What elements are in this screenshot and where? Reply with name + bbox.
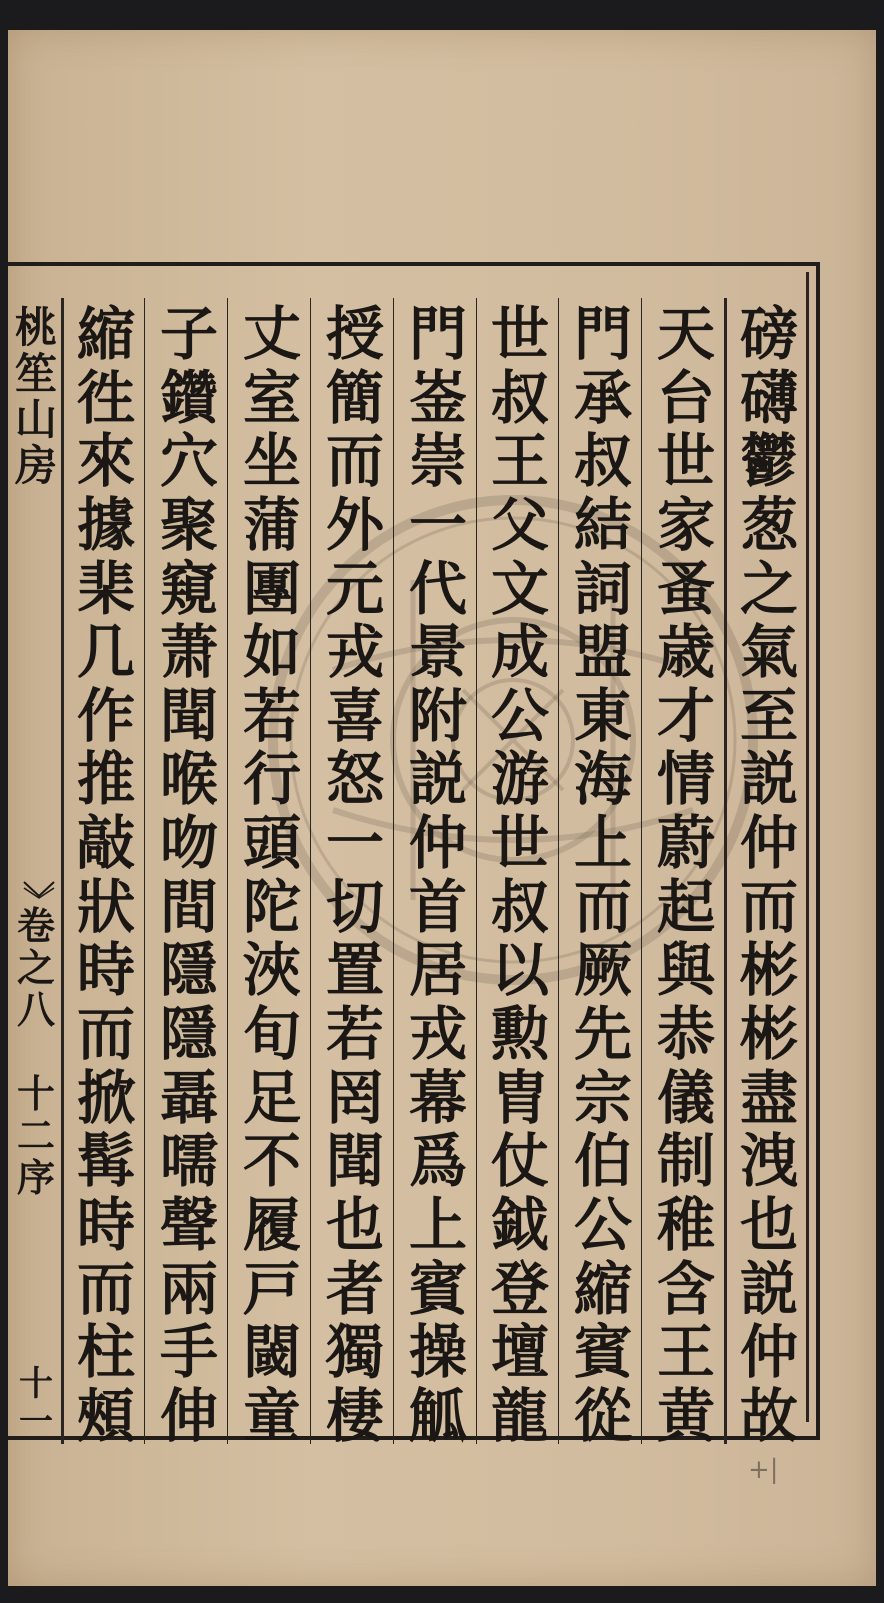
- text-character: 置: [325, 936, 384, 1005]
- text-character: 賓: [573, 1318, 632, 1387]
- text-character: 時: [76, 1190, 135, 1259]
- text-character: 首: [408, 872, 467, 941]
- text-character: 伸: [159, 1381, 218, 1450]
- text-character: 以: [490, 936, 549, 1005]
- text-character: 上: [408, 1190, 467, 1259]
- text-character: 伯: [573, 1127, 632, 1196]
- text-character: 嚅: [159, 1127, 218, 1196]
- text-column-9: [66, 300, 146, 1450]
- text-character: 爲: [408, 1127, 467, 1196]
- text-character: 氣: [739, 618, 798, 687]
- text-character: 元: [325, 554, 384, 623]
- text-character: 先: [573, 1000, 632, 1069]
- text-character: 狀: [76, 872, 135, 941]
- text-character: 頰: [76, 1381, 135, 1450]
- text-character: 胄: [490, 1063, 549, 1132]
- text-character: 隱: [159, 1000, 218, 1069]
- text-character: 儀: [656, 1063, 715, 1132]
- text-character: 操: [408, 1318, 467, 1387]
- margin-character: 之: [16, 945, 55, 990]
- text-character: 柱: [76, 1318, 135, 1387]
- text-character: 室: [242, 363, 301, 432]
- text-character: 團: [242, 554, 301, 623]
- text-column-7: [232, 300, 312, 1450]
- text-character: 文: [490, 554, 549, 623]
- text-character: 叔: [573, 427, 632, 496]
- text-character: 説: [739, 1254, 798, 1323]
- text-character: 鑽: [159, 363, 218, 432]
- text-character: 宗: [573, 1063, 632, 1132]
- text-character: 仲: [408, 809, 467, 878]
- text-character: 制: [656, 1127, 715, 1196]
- margin-character: 十: [16, 1071, 55, 1116]
- text-character: 聞: [325, 1127, 384, 1196]
- text-character: 居: [408, 936, 467, 1005]
- text-character: 磅: [739, 300, 798, 368]
- text-character: 世: [490, 300, 549, 368]
- text-character: 仲: [739, 1318, 798, 1387]
- text-character: 承: [573, 363, 632, 432]
- text-character: 世: [656, 427, 715, 496]
- text-character: 公: [490, 681, 549, 750]
- text-character: 王: [490, 427, 549, 496]
- text-column-6: [315, 300, 395, 1450]
- text-character: 公: [573, 1190, 632, 1259]
- text-character: 徃: [76, 363, 135, 432]
- text-character: 天: [656, 300, 715, 368]
- text-column-3: [563, 300, 643, 1450]
- page-margin-center: [14, 303, 58, 1442]
- margin-title-character: 桃: [14, 303, 57, 352]
- text-character: 恭: [656, 1000, 715, 1069]
- text-character: 門: [408, 300, 467, 368]
- text-character: 縮: [573, 1254, 632, 1323]
- text-character: 旬: [242, 1000, 301, 1069]
- margin-title-character: 笙: [14, 349, 57, 398]
- text-character: 切: [325, 872, 384, 941]
- text-character: 仲: [739, 809, 798, 878]
- text-character: 彬: [739, 1000, 798, 1069]
- text-character: 隱: [159, 936, 218, 1005]
- text-character: 景: [408, 618, 467, 687]
- margin-character: 二: [16, 1113, 55, 1158]
- text-character: 起: [656, 872, 715, 941]
- text-character: 故: [739, 1381, 798, 1450]
- fishtail-mark-icon: [22, 880, 56, 900]
- text-character: 丈: [242, 300, 301, 368]
- text-character: 台: [656, 363, 715, 432]
- text-character: 而: [76, 1000, 135, 1069]
- text-character: 礴: [739, 363, 798, 432]
- text-character: 掀: [76, 1063, 135, 1132]
- text-character: 蚤: [656, 554, 715, 623]
- text-character: 東: [573, 681, 632, 750]
- text-character: 彬: [739, 936, 798, 1005]
- text-character: 頭: [242, 809, 301, 878]
- text-character: 世: [490, 809, 549, 878]
- text-column-8: [149, 300, 229, 1450]
- text-character: 觚: [408, 1381, 467, 1450]
- text-character: 坐: [242, 427, 301, 496]
- margin-title-character: 山: [14, 395, 57, 444]
- margin-character: 十: [19, 1364, 53, 1404]
- text-character: 聲: [159, 1190, 218, 1259]
- text-character: 兩: [159, 1254, 218, 1323]
- text-character: 聞: [159, 681, 218, 750]
- text-character: 喜: [325, 681, 384, 750]
- text-character: 門: [573, 300, 632, 368]
- text-character: 鬱: [739, 427, 798, 496]
- text-character: 若: [242, 681, 301, 750]
- text-character: 壇: [490, 1318, 549, 1387]
- text-character: 棲: [325, 1381, 384, 1450]
- text-character: 仗: [490, 1127, 549, 1196]
- text-character: 含: [656, 1254, 715, 1323]
- text-character: 説: [739, 745, 798, 814]
- text-column-1: [729, 300, 809, 1450]
- text-character: 鉞: [490, 1190, 549, 1259]
- text-character: 海: [573, 745, 632, 814]
- text-character: 者: [325, 1254, 384, 1323]
- text-column-2: [646, 300, 726, 1450]
- text-character: 几: [76, 618, 135, 687]
- text-character: 窺: [159, 554, 218, 623]
- text-character: 厥: [573, 936, 632, 1005]
- text-character: 陀: [242, 872, 301, 941]
- book-page: [8, 30, 876, 1586]
- text-character: 蔚: [656, 809, 715, 878]
- text-character: 盟: [573, 618, 632, 687]
- text-character: 上: [573, 809, 632, 878]
- text-character: 王: [656, 1318, 715, 1387]
- ink-mark: +|: [748, 1455, 779, 1485]
- text-character: 時: [76, 936, 135, 1005]
- text-character: 縮: [76, 300, 135, 368]
- text-character: 來: [76, 427, 135, 496]
- text-character: 成: [490, 618, 549, 687]
- text-character: 間: [159, 872, 218, 941]
- text-character: 登: [490, 1254, 549, 1323]
- text-character: 勲: [490, 1000, 549, 1069]
- text-character: 盡: [739, 1063, 798, 1132]
- text-character: 結: [573, 490, 632, 559]
- text-character: 戸: [242, 1254, 301, 1323]
- margin-character: 八: [16, 987, 55, 1032]
- text-character: 不: [242, 1127, 301, 1196]
- text-character: 附: [408, 681, 467, 750]
- text-character: 而: [76, 1254, 135, 1323]
- text-character: 戎: [408, 1000, 467, 1069]
- text-character: 龍: [490, 1381, 549, 1450]
- text-character: 手: [159, 1318, 218, 1387]
- chapter-label: [14, 905, 58, 1199]
- column-rule: [61, 298, 64, 1444]
- chapter-volume: [14, 905, 58, 1031]
- text-column-4: [480, 300, 560, 1450]
- text-character: 蒲: [242, 490, 301, 559]
- text-character: 叔: [490, 363, 549, 432]
- text-character: 萧: [159, 618, 218, 687]
- text-character: 童: [242, 1381, 301, 1450]
- text-character: 也: [739, 1190, 798, 1259]
- text-character: 聚: [159, 490, 218, 559]
- text-character: 聶: [159, 1063, 218, 1132]
- text-character: 至: [739, 681, 798, 750]
- text-character: 崇: [408, 427, 467, 496]
- text-character: 浹: [242, 936, 301, 1005]
- text-character: 穴: [159, 427, 218, 496]
- text-character: 叔: [490, 872, 549, 941]
- text-character: 幕: [408, 1063, 467, 1132]
- margin-character: 一: [19, 1402, 53, 1442]
- text-character: 説: [408, 745, 467, 814]
- margin-character: 序: [16, 1155, 55, 1200]
- text-character: 而: [325, 427, 384, 496]
- text-character: 而: [573, 872, 632, 941]
- text-character: 髯: [76, 1127, 135, 1196]
- text-character: 黄: [656, 1381, 715, 1450]
- text-character: 一: [408, 490, 467, 559]
- text-character: 罔: [325, 1063, 384, 1132]
- text-character: 怒: [325, 745, 384, 814]
- text-character: 獨: [325, 1318, 384, 1387]
- text-character: 敲: [76, 809, 135, 878]
- text-character: 之: [739, 554, 798, 623]
- text-character: 游: [490, 745, 549, 814]
- margin-character: 卷: [16, 903, 55, 948]
- text-character: 棐: [76, 554, 135, 623]
- text-character: 一: [325, 809, 384, 878]
- text-character: 家: [656, 490, 715, 559]
- text-character: 父: [490, 490, 549, 559]
- text-character: 代: [408, 554, 467, 623]
- text-character: 戎: [325, 618, 384, 687]
- text-character: 履: [242, 1190, 301, 1259]
- text-character: 作: [76, 681, 135, 750]
- text-character: 從: [573, 1381, 632, 1450]
- text-character: 喉: [159, 745, 218, 814]
- text-character: 與: [656, 936, 715, 1005]
- text-character: 如: [242, 618, 301, 687]
- text-character: 歳: [656, 618, 715, 687]
- book-title: [14, 305, 58, 489]
- text-character: 稚: [656, 1190, 715, 1259]
- text-column-5: [398, 300, 478, 1450]
- text-character: 情: [656, 745, 715, 814]
- text-character: 行: [242, 745, 301, 814]
- text-character: 吻: [159, 809, 218, 878]
- text-character: 葱: [739, 490, 798, 559]
- margin-title-character: 房: [14, 441, 57, 490]
- text-character: 若: [325, 1000, 384, 1069]
- text-character: 授: [325, 300, 384, 368]
- text-character: 賓: [408, 1254, 467, 1323]
- text-character: 而: [739, 872, 798, 941]
- text-character: 推: [76, 745, 135, 814]
- text-character: 閾: [242, 1318, 301, 1387]
- text-character: 才: [656, 681, 715, 750]
- text-character: 足: [242, 1063, 301, 1132]
- text-character: 簡: [325, 363, 384, 432]
- text-character: 據: [76, 490, 135, 559]
- chapter-section: [14, 1073, 58, 1199]
- text-character: 洩: [739, 1127, 798, 1196]
- text-character: 詞: [573, 554, 632, 623]
- text-character: 外: [325, 490, 384, 559]
- text-character: 也: [325, 1190, 384, 1259]
- page-number: [14, 1365, 58, 1441]
- text-character: 子: [159, 300, 218, 368]
- text-character: 崟: [408, 363, 467, 432]
